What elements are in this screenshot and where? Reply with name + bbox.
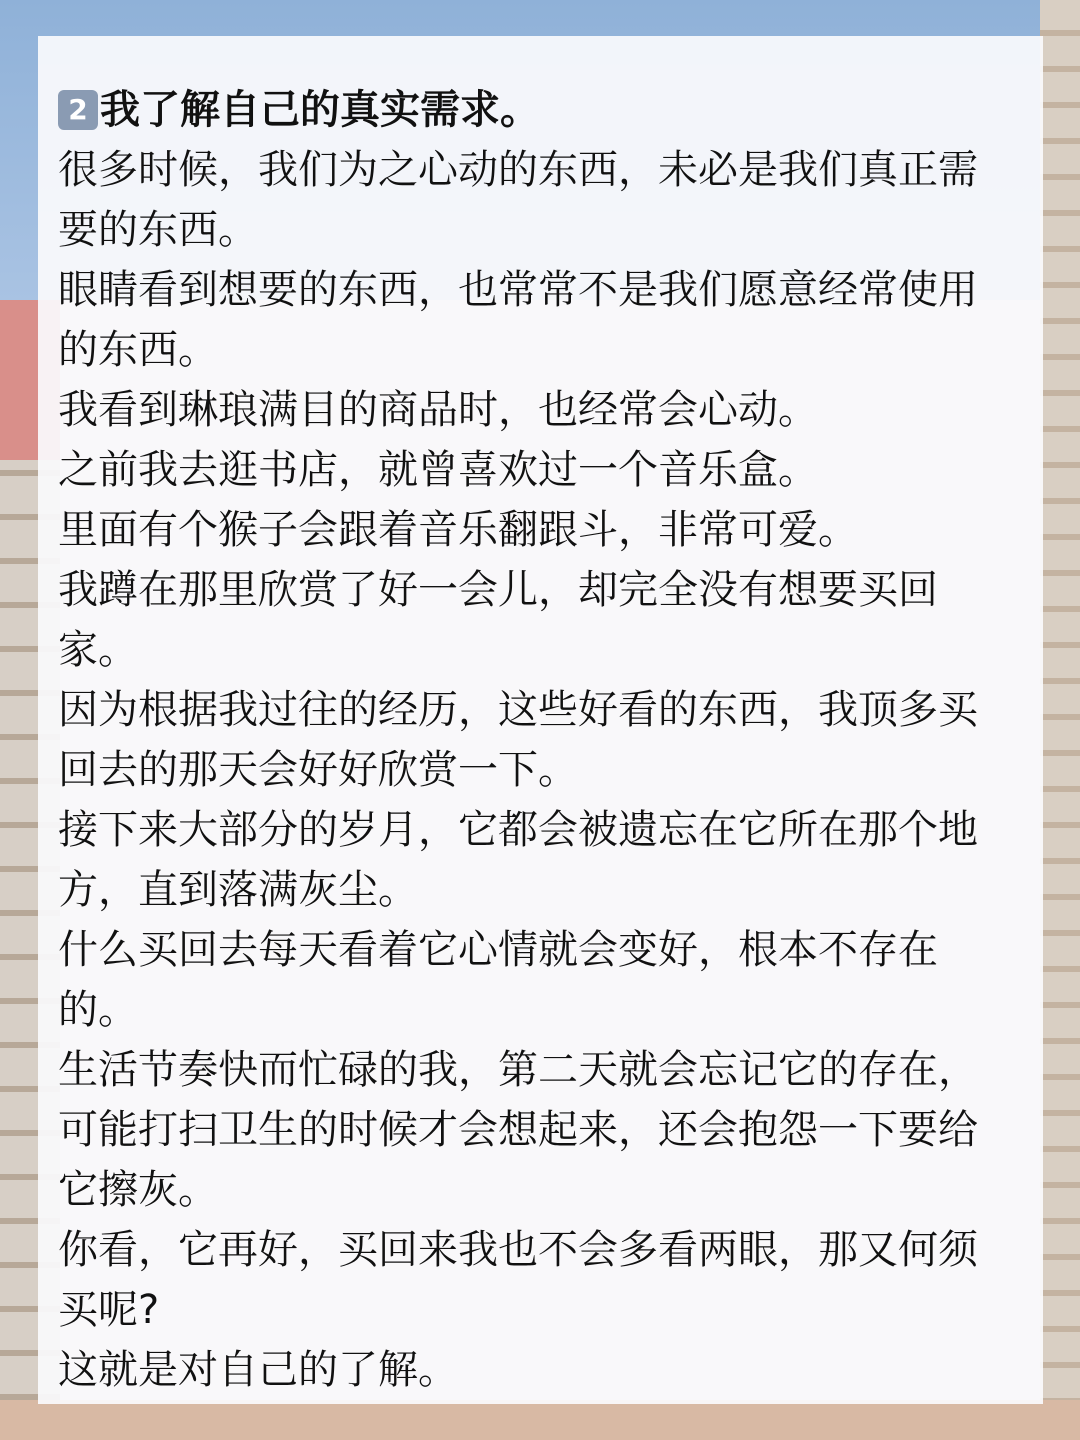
heading-text: 我了解自己的真实需求。	[100, 87, 540, 133]
number-badge-icon: 2	[58, 90, 98, 130]
building-right	[1040, 0, 1080, 1440]
paragraph-2: 眼睛看到想要的东西，也常常不是我们愿意经常使用的东西。	[58, 267, 978, 373]
paragraph-8: 接下来大部分的岁月，它都会被遗忘在它所在那个地方，直到落满灰尘。	[58, 807, 978, 913]
text-card	[38, 36, 1043, 1404]
paragraph-1: 很多时候，我们为之心动的东西，未必是我们真正需要的东西。	[58, 147, 978, 253]
paragraph-9: 什么买回去每天看着它心情就会变好，根本不存在的。	[58, 927, 938, 1033]
paragraph-11: 你看，它再好，买回来我也不会多看两眼，那又何须买呢?	[58, 1227, 978, 1333]
paragraph-7: 因为根据我过往的经历，这些好看的东西，我顶多买回去的那天会好好欣赏一下。	[58, 687, 978, 793]
paragraph-6: 我蹲在那里欣赏了好一会儿，却完全没有想要买回家。	[58, 567, 938, 673]
paragraph-10: 生活节奏快而忙碌的我，第二天就会忘记它的存在，可能打扫卫生的时候才会想起来，还会抱怨一下要给它擦灰。	[58, 1047, 978, 1213]
heading	[58, 80, 1013, 140]
paragraph-4: 之前我去逛书店，就曾喜欢过一个音乐盒。	[58, 447, 818, 493]
ground	[0, 1400, 1080, 1440]
paragraph-5: 里面有个猴子会跟着音乐翻跟斗，非常可爱。	[58, 507, 858, 553]
paragraph-12: 这就是对自己的了解。	[58, 1347, 458, 1393]
paragraph-3: 我看到琳琅满目的商品时，也经常会心动。	[58, 387, 818, 433]
